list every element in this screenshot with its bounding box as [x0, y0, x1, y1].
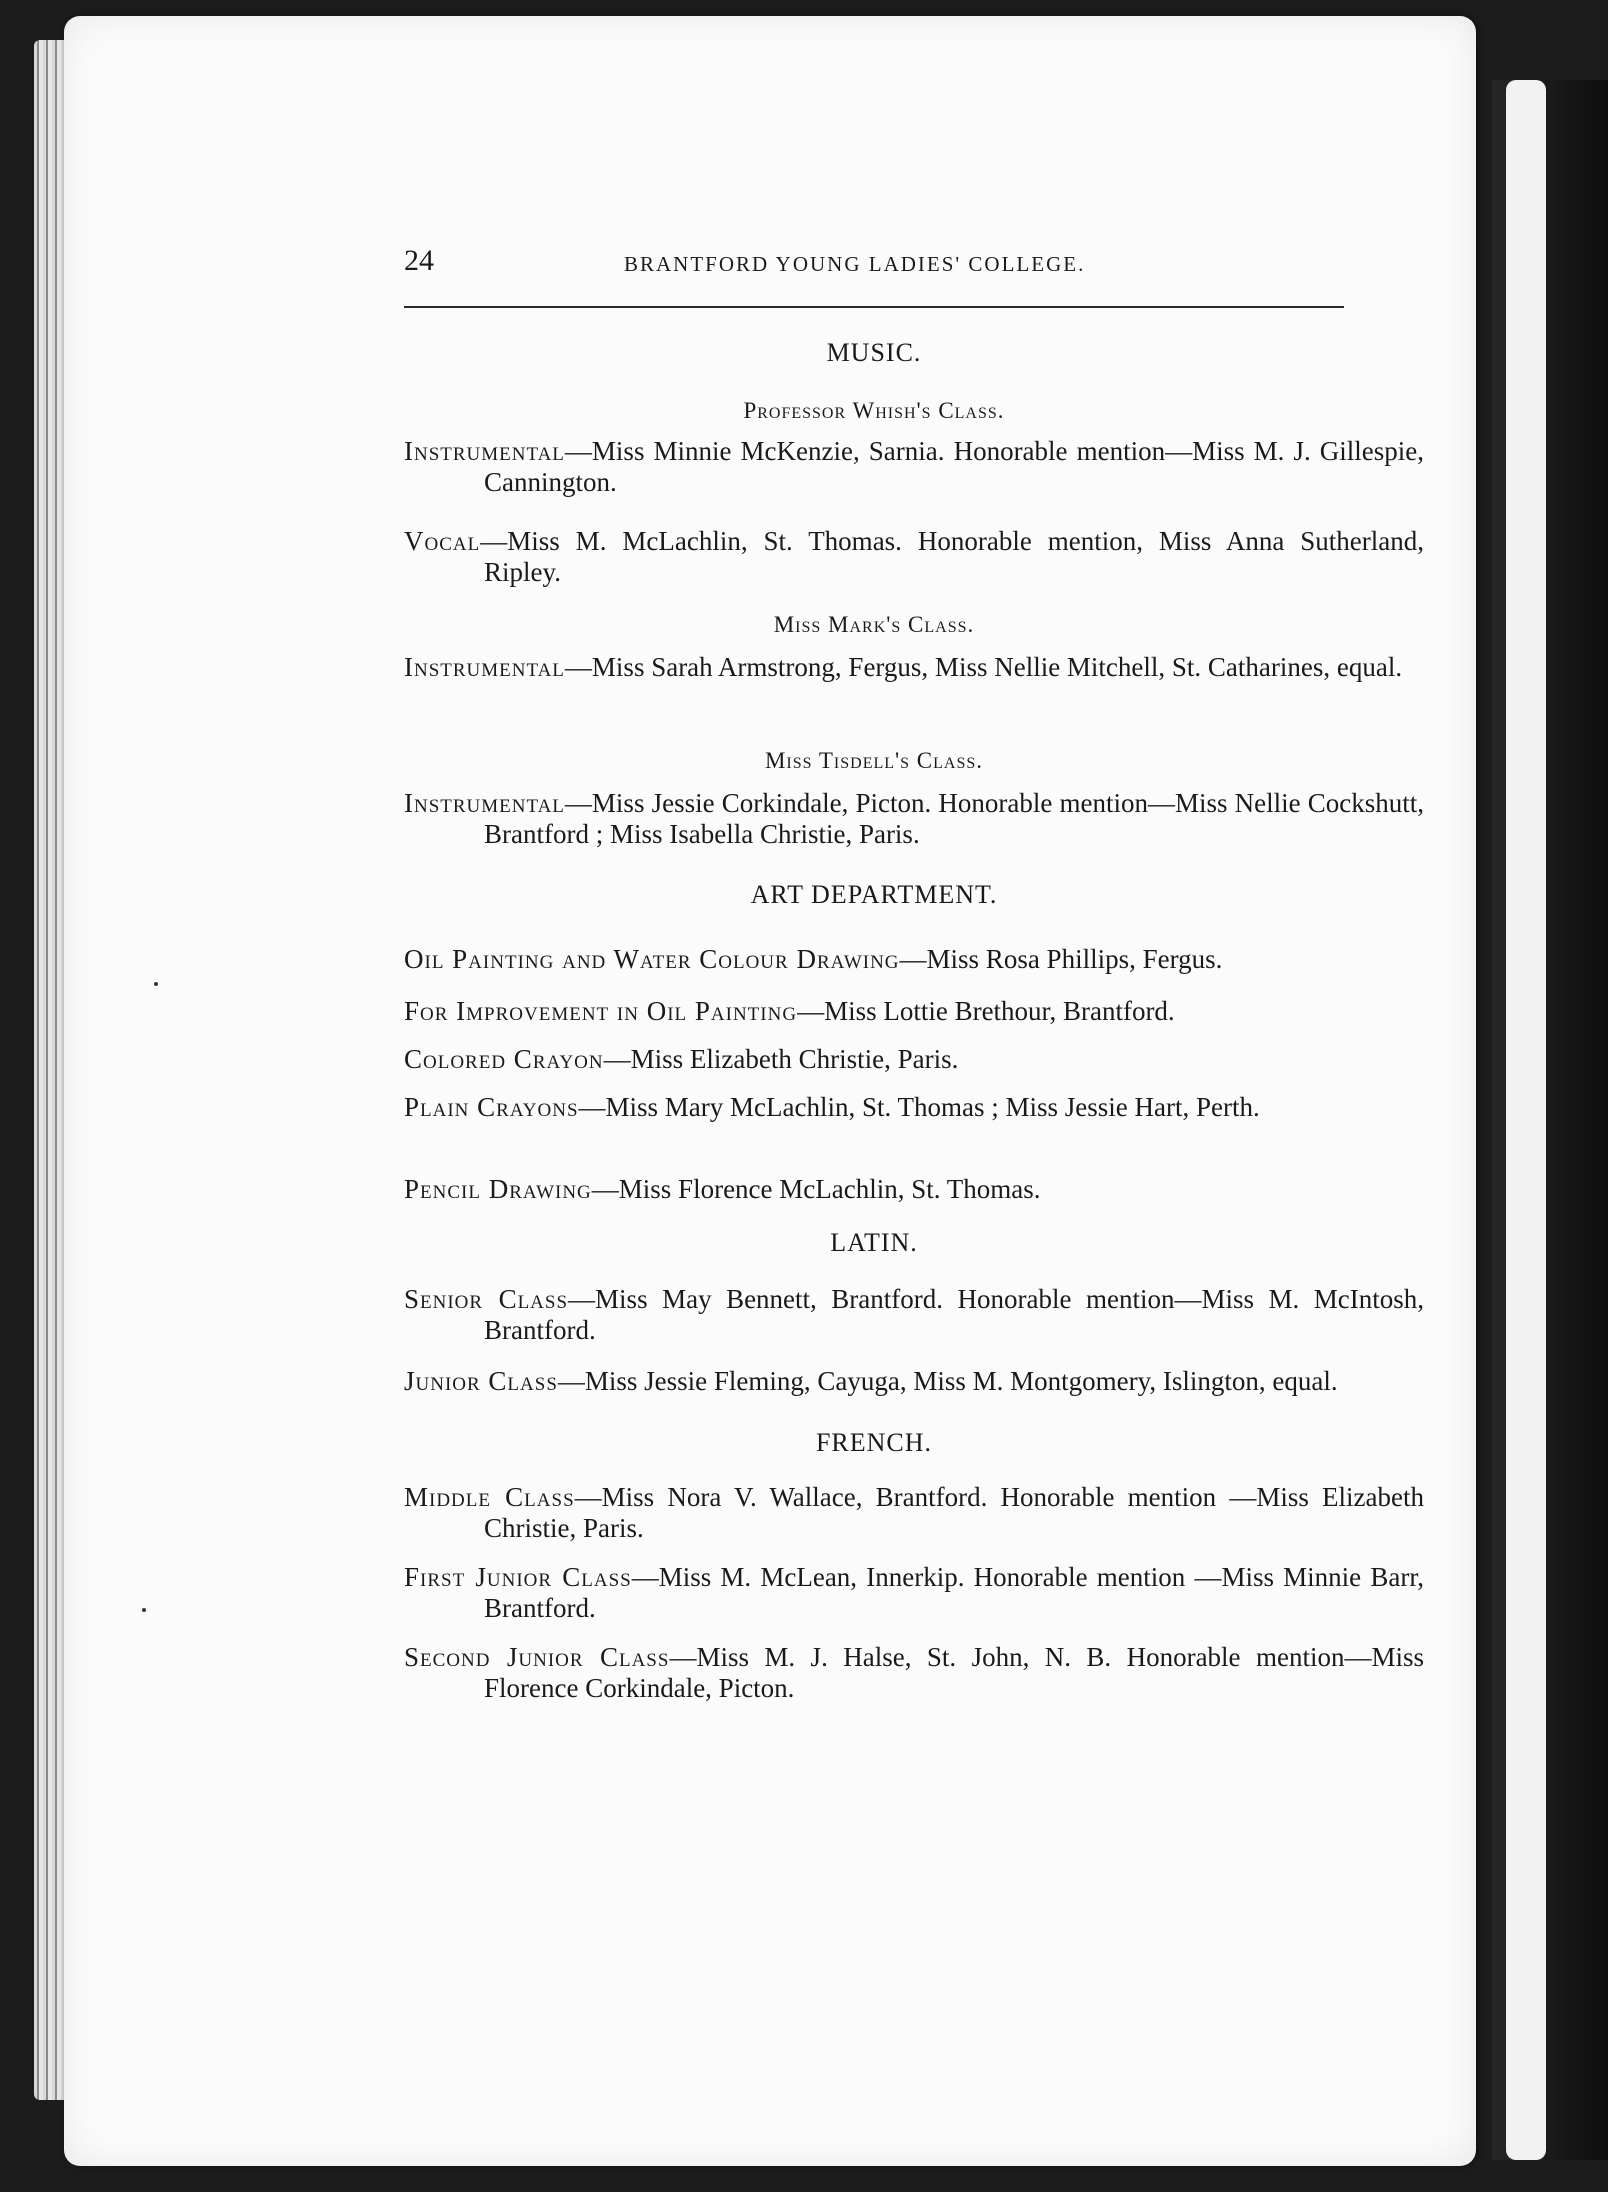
entry-latin-senior	[404, 1284, 1424, 1346]
entry-label: Plain Crayons	[404, 1092, 579, 1122]
book-page	[64, 16, 1476, 2166]
entry-art-colored-crayon	[404, 1044, 1424, 1075]
entry-text: —Miss Mary McLachlin, St. Thomas ; Miss Jessie Hart, Perth.	[578, 1092, 1260, 1122]
entry-text: —Miss Rosa Phillips, Fergus.	[899, 944, 1223, 974]
entry-label: Senior Class	[404, 1284, 569, 1314]
paper-speck	[142, 1608, 146, 1612]
entry-label: Instrumental	[404, 652, 565, 682]
entry-french-middle	[404, 1482, 1424, 1544]
entry-label: Vocal	[404, 526, 481, 556]
entry-text: —Miss Nora V. Wallace, Brantford. Honorable mention —Miss Elizabeth Christie, Paris.	[484, 1482, 1424, 1543]
section-heading-french: FRENCH.	[815, 1428, 933, 1457]
entry-label: Instrumental	[404, 788, 565, 818]
class-heading-tisdell: Miss Tisdell's Class.	[764, 748, 984, 773]
entry-label: Junior Class	[404, 1366, 558, 1396]
facing-page-strip	[1506, 80, 1546, 2160]
section-heading-art: ART DEPARTMENT.	[750, 880, 998, 909]
entry-label: Instrumental	[404, 436, 565, 466]
entry-label: For Improvement in Oil Painting	[404, 996, 798, 1026]
entry-text: —Miss Minnie McKenzie, Sarnia. Honorable mention—Miss M. J. Gillespie, Cannington.	[484, 436, 1424, 497]
entry-french-first-junior	[404, 1562, 1424, 1624]
entry-text: —Miss M. McLachlin, St. Thomas. Honorable mention, Miss Anna Sutherland, Ripley.	[480, 526, 1424, 587]
entry-art-plain-crayons	[404, 1092, 1424, 1123]
header-rule	[404, 306, 1344, 308]
section-heading-latin: LATIN.	[830, 1228, 918, 1257]
entry-text: —Miss Jessie Corkindale, Picton. Honorable mention—Miss Nellie Cockshutt, Brantford ; Miss Isabella Christie, Paris.	[484, 788, 1424, 849]
running-head-title: BRANTFORD YOUNG LADIES' COLLEGE.	[624, 252, 1086, 276]
entry-text: —Miss Elizabeth Christie, Paris.	[603, 1044, 959, 1074]
class-heading-mark: Miss Mark's Class.	[773, 612, 975, 637]
entry-art-oil-watercolour	[404, 944, 1424, 975]
class-heading-whish: Professor Whish's Class.	[743, 398, 1005, 423]
entry-text: —Miss M. J. Halse, St. John, N. B. Honorable mention—Miss Florence Corkindale, Picton.	[484, 1642, 1424, 1703]
entry-label: Pencil Drawing	[404, 1174, 592, 1204]
entry-tisdell-instrumental	[404, 788, 1424, 850]
entry-label: Oil Painting and Water Colour Drawing	[404, 944, 900, 974]
entry-french-second-junior	[404, 1642, 1424, 1704]
entry-art-pencil-drawing	[404, 1174, 1424, 1205]
facing-page-edge	[1492, 80, 1608, 2160]
section-heading-music: MUSIC.	[826, 338, 922, 367]
running-head	[324, 238, 1344, 288]
entry-text: —Miss M. McLean, Innerkip. Honorable mention —Miss Minnie Barr, Brantford.	[484, 1562, 1424, 1623]
entry-label: Middle Class	[404, 1482, 575, 1512]
entry-mark-instrumental	[404, 652, 1424, 683]
page-content	[324, 16, 1424, 2166]
entry-label: Second Junior Class	[404, 1642, 670, 1672]
entry-label: First Junior Class	[404, 1562, 632, 1592]
entry-whish-instrumental	[404, 436, 1424, 498]
entry-text: —Miss Florence McLachlin, St. Thomas.	[591, 1174, 1041, 1204]
entry-whish-vocal	[404, 526, 1424, 588]
paper-speck	[154, 982, 158, 986]
page-number: 24	[404, 244, 434, 277]
entry-text: —Miss Lottie Brethour, Brantford.	[797, 996, 1175, 1026]
entry-latin-junior	[404, 1366, 1424, 1397]
entry-label: Colored Crayon	[404, 1044, 604, 1074]
entry-text: —Miss Jessie Fleming, Cayuga, Miss M. Montgomery, Islington, equal.	[557, 1366, 1338, 1396]
entry-text: —Miss Sarah Armstrong, Fergus, Miss Nellie Mitchell, St. Catharines, equal.	[564, 652, 1403, 682]
entry-art-oil-improvement	[404, 996, 1424, 1027]
entry-text: —Miss May Bennett, Brantford. Honorable mention—Miss M. McIntosh, Brantford.	[484, 1284, 1424, 1345]
